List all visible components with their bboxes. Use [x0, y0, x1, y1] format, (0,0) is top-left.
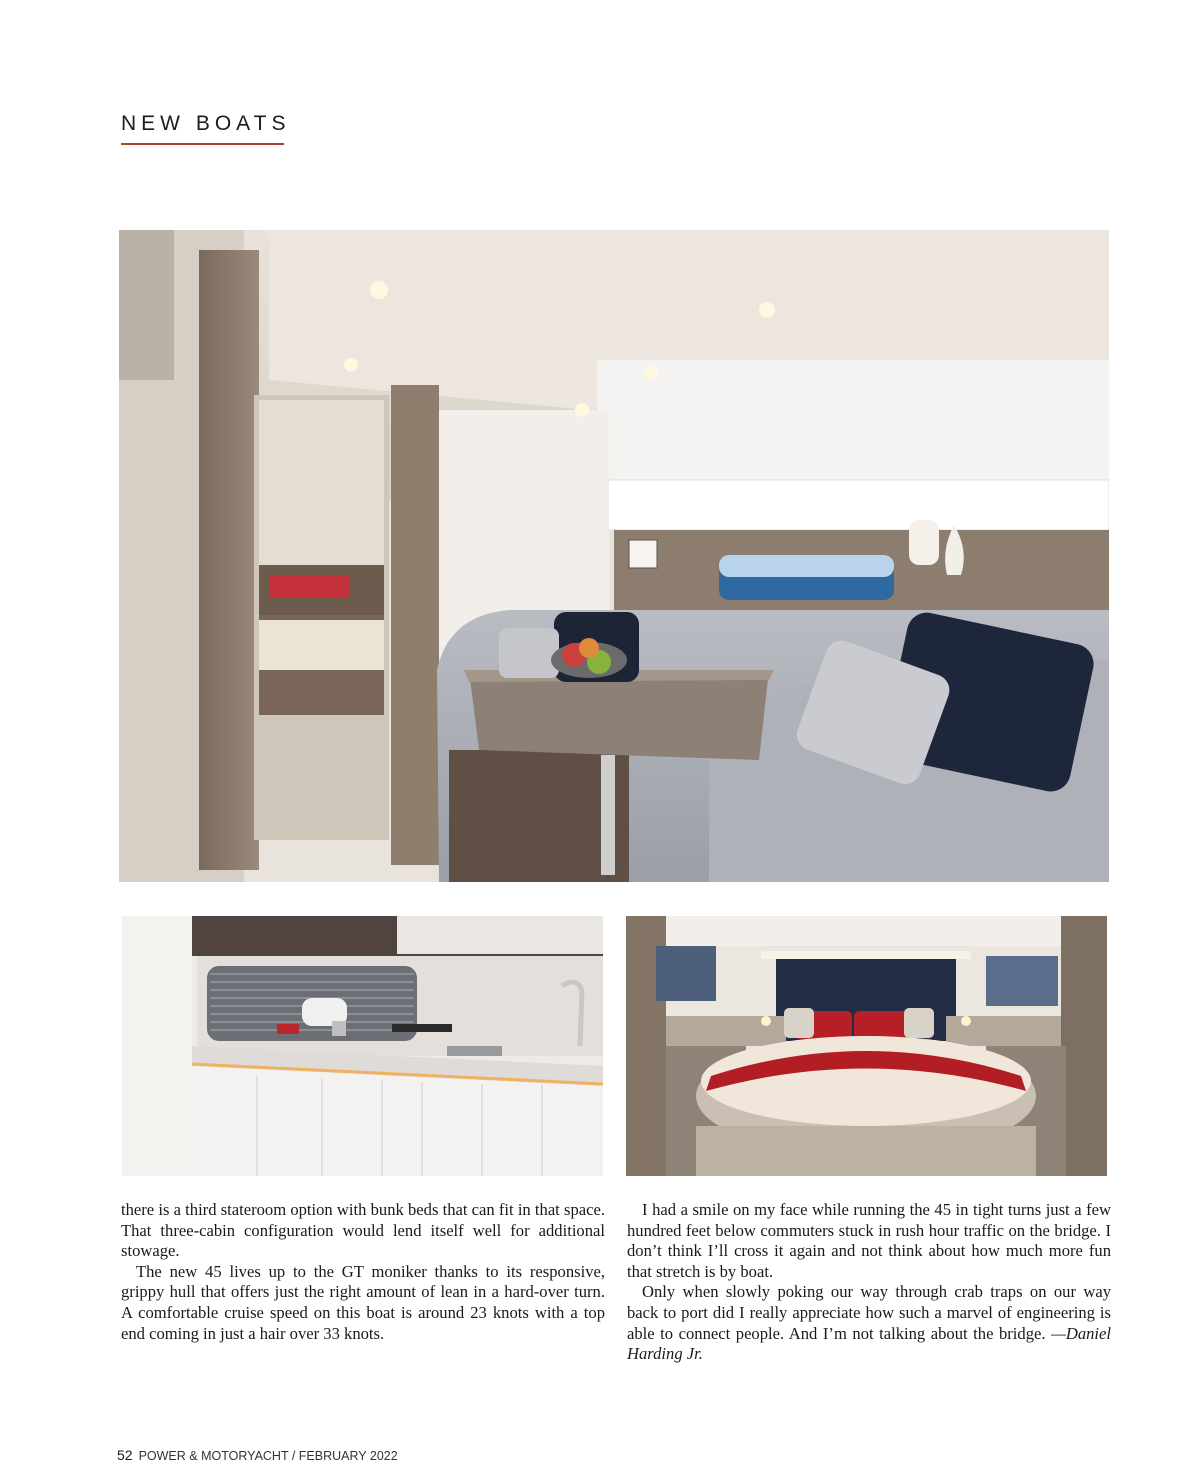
author-signature: —Daniel Harding Jr. [627, 1323, 1111, 1364]
publication-info: POWER & MOTORYACHT / FEBRUARY 2022 [138, 1449, 398, 1463]
page-footer [117, 1447, 398, 1463]
article-column-left [121, 1200, 605, 1344]
article-paragraph: The new 45 lives up to the GT moniker thanks to its responsive, grippy hull that offers just the right amount of lean in a hard-over turn. A comfortable cruise speed on this boat is around 23 knots with a top end coming in just a hair over 33 knots. [121, 1261, 605, 1343]
master-cabin-photo [626, 916, 1107, 1176]
article-paragraph-last [627, 1282, 1111, 1364]
page-number: 52 [117, 1447, 133, 1463]
section-rule [121, 143, 284, 145]
article-column-right [627, 1200, 1111, 1365]
galley-photo [122, 916, 603, 1176]
article-paragraph-text: Only when slowly poking our way through crab traps on our way back to port did I really appreciate how such a marvel of engineering is able to connect people. And I’m not talking about the bridge. [627, 1282, 1111, 1343]
section-header: NEW BOATS [121, 112, 291, 135]
article-paragraph: there is a third stateroom option with bunk beds that can fit in that space. That three-cabin configuration would lend itself well for additional stowage. [121, 1200, 605, 1261]
article-paragraph: I had a smile on my face while running the 45 in tight turns just a few hundred feet below commuters stuck in rush hour traffic on the bridge. I don’t think I’ll cross it again and not think about how much more fun that stretch is by boat. [627, 1200, 1111, 1281]
saloon-dinette-photo [119, 230, 1109, 882]
